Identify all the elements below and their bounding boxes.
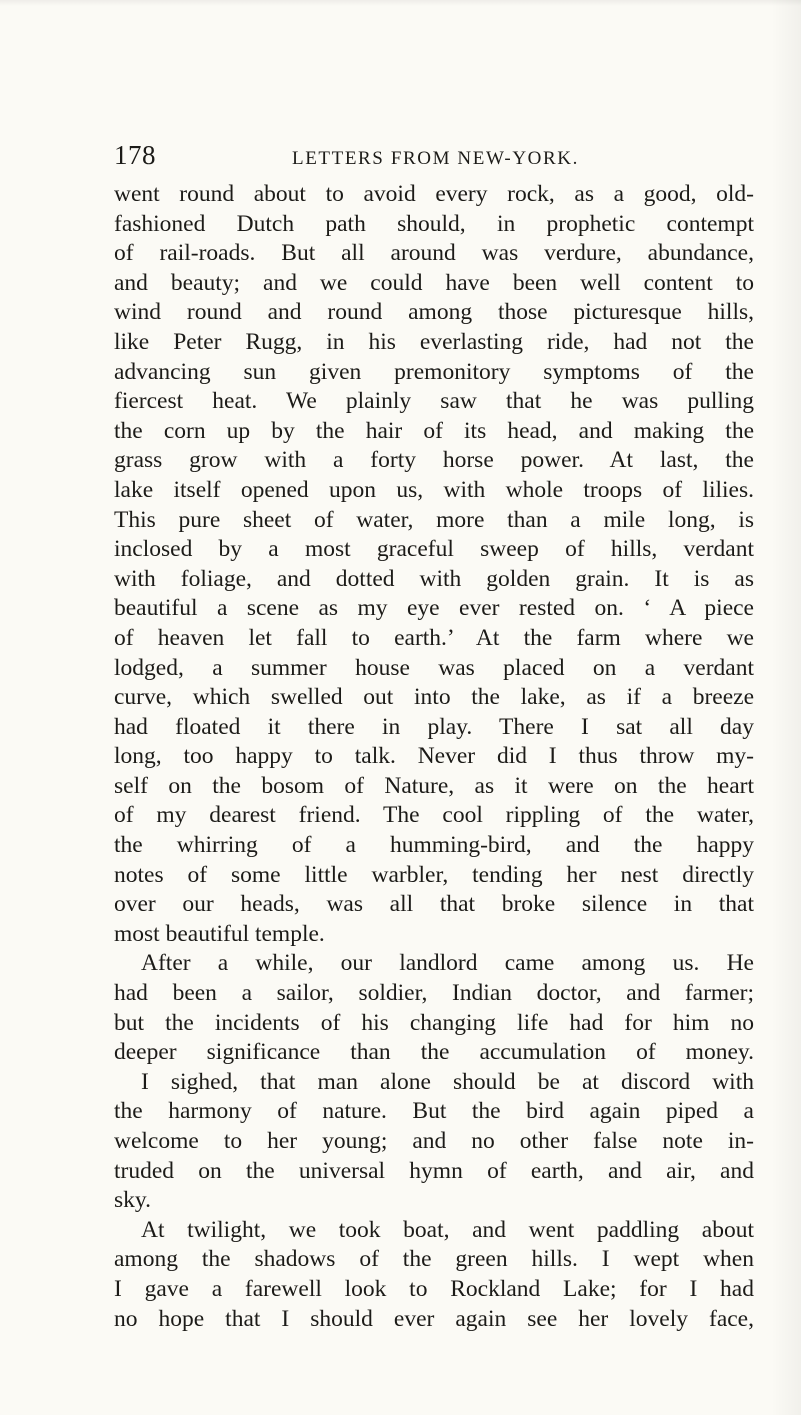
- page-header: [114, 140, 754, 172]
- text-line: long, too happy to talk. Never did I thus throw my-: [114, 743, 754, 770]
- running-head: LETTERS FROM NEW-YORK.: [292, 148, 579, 169]
- text-line: the whirring of a humming-bird, and the happy: [114, 832, 754, 859]
- text-line: had been a sailor, soldier, Indian doctor, and farmer;: [114, 980, 754, 1007]
- text-line: fashioned Dutch path should, in prophetic contempt: [114, 210, 754, 237]
- text-line: no hope that I should ever again see her lovely face,: [114, 1305, 754, 1332]
- text-line: I sighed, that man alone should be at discord with: [141, 1068, 754, 1095]
- text-line: notes of some little warbler, tending her nest directly: [114, 861, 754, 888]
- text-line: This pure sheet of water, more than a mile long, is: [114, 506, 754, 533]
- text-line: After a while, our landlord came among us. He: [141, 950, 754, 977]
- text-line: grass grow with a forty horse power. At last, the: [114, 447, 754, 474]
- text-line: self on the bosom of Nature, as it were on the heart: [114, 772, 754, 799]
- text-line: deeper significance than the accumulation of money.: [114, 1039, 754, 1066]
- text-line: among the shadows of the green hills. I wept when: [114, 1246, 754, 1273]
- text-line: the harmony of nature. But the bird again piped a: [114, 1098, 754, 1125]
- text-line: the corn up by the hair of its head, and making the: [114, 417, 754, 444]
- text-line: but the incidents of his changing life had for him no: [114, 1009, 754, 1036]
- text-line: curve, which swelled out into the lake, as if a breeze: [114, 684, 754, 711]
- page-top-shadow: [0, 0, 801, 6]
- page-number: 178: [114, 140, 156, 170]
- text-line: and beauty; and we could have been well content to: [114, 269, 754, 296]
- text-line: wind round and round among those picturesque hills,: [114, 299, 754, 326]
- page-edge-shadow: [771, 0, 801, 1415]
- text-line: of my dearest friend. The cool rippling of the water,: [114, 802, 754, 829]
- text-line: over our heads, was all that broke silence in that: [114, 891, 754, 918]
- text-line: of heaven let fall to earth.’ At the farm where we: [114, 624, 754, 651]
- text-line: lake itself opened upon us, with whole troops of lilies.: [114, 476, 754, 503]
- body-text: [114, 180, 754, 1334]
- text-line: had floated it there in play. There I sat all day: [114, 713, 754, 740]
- text-line: inclosed by a most graceful sweep of hills, verdant: [114, 536, 754, 563]
- text-line: of rail-roads. But all around was verdure, abundance,: [114, 240, 754, 267]
- text-line: fiercest heat. We plainly saw that he was pulling: [114, 388, 754, 415]
- text-line: I gave a farewell look to Rockland Lake; for I had: [114, 1275, 754, 1302]
- text-line: sky.: [114, 1187, 151, 1214]
- text-line: beautiful a scene as my eye ever rested on. ‘ A piece: [114, 595, 754, 622]
- text-line: lodged, a summer house was placed on a verdant: [114, 654, 754, 681]
- text-line: truded on the universal hymn of earth, and air, and: [114, 1157, 754, 1184]
- text-line: advancing sun given premonitory symptoms of the: [114, 358, 754, 385]
- text-line: welcome to her young; and no other false note in-: [114, 1128, 754, 1154]
- text-line: like Peter Rugg, in his everlasting ride, had not the: [114, 328, 754, 355]
- text-line: with foliage, and dotted with golden grain. It is as: [114, 565, 754, 592]
- text-line: At twilight, we took boat, and went paddling about: [141, 1216, 754, 1243]
- text-line: most beautiful temple.: [114, 920, 325, 947]
- text-line: went round about to avoid every rock, as a good, old-: [114, 181, 754, 207]
